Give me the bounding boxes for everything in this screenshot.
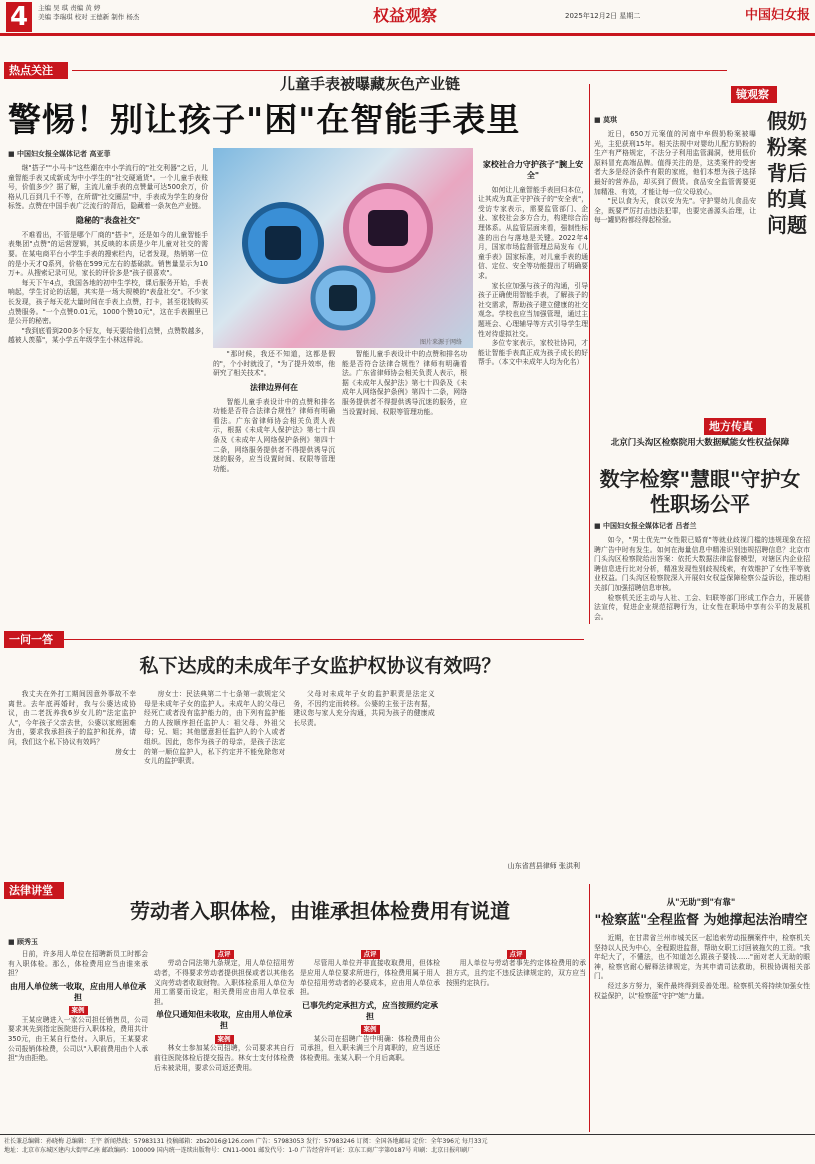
- paragraph: 日前，许多用人单位在招聘新员工时都会有入职体检。那么，体检费用应当由谁来承担？: [8, 950, 148, 978]
- feature-col-4: [478, 160, 588, 628]
- photo-caption: 图片来源于网络: [420, 339, 463, 346]
- paragraph: "我到底看到200多个好友，每天要给他们点赞，点赞数越多，越被人羡慕"，某小学五年级学生小林这样说。: [8, 326, 208, 345]
- paragraph: 多位专家表示，家校社协同，才能让智能手表真正成为孩子成长的好帮手。（本文中未成年人均为化名）: [478, 339, 588, 367]
- law-col-2: [154, 950, 294, 1130]
- paragraph: 王某应聘进入一家公司担任销售员，公司要求其先到指定医院进行入职体检，费用共计350元，由王某自行垫付。入职后，王某要求公司报销体检费，公司以"入职前费用由个人承担"为由拒绝。: [8, 1015, 148, 1063]
- review-badge: 点评: [507, 950, 526, 959]
- feature-col-1: [8, 164, 208, 628]
- feature-headline: 警惕！别让孩子"困"在智能手表里: [8, 100, 521, 139]
- header-rule: [0, 33, 815, 36]
- law-col-1: [8, 950, 148, 1130]
- paragraph: 父母对未成年子女的监护职责是法定义务，不因约定而转移。公婆的主张于法有据，建议您与家人充分沟通，共同为孩子的健康成长尽责。: [293, 690, 435, 727]
- editor-line-2: 美编 李瑞琪 校对 王德新 制作 杨杰: [38, 13, 140, 21]
- paragraph: 某公司在招聘广告中明确：体检费用由公司承担，但入职未满三个月离职的，应当返还体检费用。张某入职一个月后离职。: [300, 1034, 440, 1063]
- watch-illustration: [213, 148, 473, 348]
- ask-author: 山东省莒县律师 张洪利: [507, 862, 580, 870]
- mirror-title: 假奶粉案背后的真问题: [767, 109, 807, 237]
- paragraph: 每天下午4点，我国各地的初中生学校，课后服务开始，手表响起，学生讨论的话题，其实是一场大规模的"表盘社交"。不少家长发现，孩子每天花大量时间在手表上点赞，打卡，甚至花钱购买点赞服务。"一个点赞0.01元，1000个赞10元"，这在手表圈里已是公开的秘密。: [8, 278, 208, 326]
- feature-byline: ■ 中国妇女报全媒体记者 高亚菲: [8, 150, 111, 158]
- mirror-body: [594, 130, 756, 410]
- signature: 房女士: [115, 747, 136, 756]
- story-body: [594, 934, 810, 1130]
- paragraph: 家长应加强与孩子的沟通，引导孩子正确使用智能手表，了解孩子的社交需求，帮助孩子建立健康的社交观念。学校也应当加强管理，通过主题班会、心理辅导等方式引导学生理性对待虚拟社交。: [478, 281, 588, 338]
- section-heading: 家校社合力守护孩子"腕上安全": [482, 160, 584, 180]
- local-headline: 数字检察"慧眼"守护女性职场公平: [599, 467, 801, 516]
- divider: [72, 70, 727, 71]
- paragraph: 如今，"男士优先""女性限已婚育"等就业歧视门槛的违规现象在招聘广告中时有发生。如何在海量信息中精准识别违规招聘信息？北京市门头沟区检察院给出答案：依托大数据法律监督模型，对辖区内企业招聘信息进行比对分析，精准发现性别歧视线索，有效维护了女性平等就业权益。门头沟区检察院深入开展妇女权益保障检察公益诉讼，推动相关部门加强招聘信息审核。: [594, 536, 810, 592]
- column-divider: [589, 884, 590, 1132]
- ask-answer: [144, 690, 584, 862]
- newspaper-brand: 中国妇女报: [744, 8, 810, 23]
- smartwatch-photo: [213, 148, 473, 348]
- section-heading: 法律边界何在: [250, 382, 298, 392]
- column-divider: [589, 84, 590, 624]
- editor-credits: [38, 4, 198, 22]
- paragraph: 劳动合同法第九条规定，用人单位招用劳动者，不得要求劳动者提供担保或者以其他名义向劳动者收取财物。入职体检系用人单位为用工需要而设定，相关费用应由用人单位承担。: [154, 959, 294, 1006]
- paragraph: 用人单位与劳动者事先约定体检费用的承担方式，且约定不违反法律规定的，双方应当按照约定执行。: [446, 959, 586, 987]
- divider: [64, 639, 584, 640]
- column-tag-hot: 热点关注: [4, 62, 68, 79]
- paragraph: 智能儿童手表设计中的点赞和排名功能是否符合法律合规性？律师有明确看法。广东省律师协会相关负责人表示，根据《未成年人保护法》第七十四条及《未成年人网络保护条例》第四十二条，网络服务提供者不得提供诱导沉迷的服务，应当设置时间、权限等管理功能。: [213, 397, 335, 473]
- mirror-byline: ■ 莫琪: [594, 116, 618, 124]
- feature-col-3: [342, 350, 467, 628]
- column-tag-mirror: 镜观察: [731, 86, 777, 103]
- review-badge: 点评: [361, 950, 380, 959]
- footer: [4, 1137, 812, 1155]
- paragraph: 经过多方努力，案件最终得到妥善处理。检察机关将持续加强女性权益保护，以"检察蓝"守护"她"力量。: [594, 981, 810, 1000]
- law-col-4: [446, 950, 586, 1130]
- section-heading: 已事先约定承担方式，应当按照约定承担: [302, 1000, 438, 1021]
- paragraph: 如何让儿童智能手表回归本位，让其成为真正守护孩子的"安全表"，受访专家表示，需要监管部门、企业、家校社会多方合力，构建综合治理体系。从监管层面来看，强制性标准的出台与落地是关键。2022年4月，国家市场监督管理总局发布《儿童手表》国家标准，对儿童手表的通信、定位、安全等功能提出了明确要求。: [478, 185, 588, 280]
- footer-line-2: 地址：北京市东城区建内大街甲乙座 邮政编码：100009 国内统一连续出版物号：CN11-0001 邮发代号：1-0 广告经营许可证：京东工商广字第0187号 印刷：北京日报印刷厂: [4, 1147, 474, 1154]
- paragraph: 近期，在甘肃省兰州市城关区一起追索劳动报酬案件中，检察机关坚持以人民为中心，全程跟进监督，帮助女职工讨回被拖欠的工资。"我年纪大了，不懂法，也不知道怎么跟孩子要钱……"面对老人无助的眼神，检察官耐心解释法律规定，为其申请司法救助，积极协调相关部门。: [594, 934, 810, 981]
- case-badge: 案例: [361, 1025, 380, 1034]
- footer-rule: [0, 1134, 815, 1135]
- paragraph: 不难看出，不管是哪个厂商的"搭卡"，还是如今的儿童智能手表集团"点赞"的运营逻辑，其反映的本质是少年儿童对社交的需要。在某电商平台小学生手表的搜索栏内，记者发现，热销第一位的是小天才Q系列，价格在599元左右的基础款。销售量显示为10万+。从搜索记录可见，家长的评价多是"孩子很喜欢"。: [8, 230, 208, 278]
- column-tag-law: 法律讲堂: [4, 882, 64, 899]
- feature-kicker: 儿童手表被曝藏灰色产业链: [279, 75, 460, 93]
- column-tag-ask: 一问一答: [4, 631, 64, 648]
- footer-line-1: 社长兼总编辑：孙晓梅 总编辑：王宇 新闻热线：57983131 投稿邮箱：zbs2016@126.com 广告：57983053 发行：57983246 订阅：全国各地邮局 定价：全年396元 每月33元: [4, 1138, 488, 1145]
- local-subtitle: 北京门头沟区检察院用大数据赋能女性权益保障: [610, 438, 790, 448]
- issue-date: 2025年12月2日 星期二: [565, 12, 641, 20]
- story-subtitle: 从"无助"到"有靠": [666, 898, 736, 908]
- column-tag-local: 地方传真: [704, 418, 766, 435]
- paragraph: 尽管用人单位并非直接收取费用，但体检是应用人单位要求所进行，体检费用属于用人单位招用劳动者的必要成本，应由用人单位承担。: [300, 959, 440, 997]
- page-number: 4: [6, 2, 32, 32]
- paragraph: 我丈夫在外打工期间因意外事故不幸离世。去年底再婚时，我与公婆达成协议，由二老抚养我6岁女儿的"法定监护人"，今年孩子父亲去世，公婆以家庭困难为由，要求我承担孩子的监护和抚养，请问，我们这个私下协议有效吗？: [8, 690, 136, 746]
- local-body: [594, 536, 810, 876]
- section-heading: 隐秘的"表盘社交": [75, 215, 141, 225]
- editor-line-1: 主编 吴 琪 责编 黄 婷: [38, 4, 101, 12]
- law-headline: 劳动者入职体检，由谁承担体检费用有说道: [130, 899, 510, 923]
- paragraph: 近日，650万元案值的河南中牟假奶粉案被曝光，主犯获刑15年。相关法规中对婴幼儿配方奶粉的生产有严格规定，不法分子利用监管漏洞，使用低价原料冒充高端品牌。值得关注的是，这类案件的受害者大多是经济条件有限的家庭，他们本想为孩子选择最好的营养品，却买到了假货。食品安全监管需要更加精准、有效，才能让每一位父母放心。: [594, 130, 756, 196]
- case-badge: 案例: [69, 1006, 88, 1015]
- law-col-3: [300, 950, 440, 1130]
- story-headline: "检察蓝"全程监督 为她撑起法治晴空: [594, 913, 808, 928]
- review-badge: 点评: [215, 950, 234, 959]
- paragraph: 检察机关还主动与人社、工会、妇联等部门形成工作合力，开展普法宣传，促进企业规范招聘行为，让女性在职场中享有公平的发展机会。: [594, 593, 810, 621]
- section-heading: 单位只通知但未收取，应由用人单位承担: [156, 1010, 292, 1031]
- paragraph: 继"搭子""小马卡"这些潮在中小学流行的"社交利器"之后，儿童智能手表又成新成为中小学生的"社交硬通货"。一个儿童手表账号，价值多少？据了解，主流儿童手表的点赞量可达500余万，价格从几百到几千不等，在所谓"社交圈层"中，手表成为学生的身份标签。点赞在中国手表广泛流行的背后，隐藏着一条灰色产业链。: [8, 164, 208, 211]
- paragraph: "那时候，我还不知道，这都是假的"，个小时就没了，"为了提升效率，他研究了相关技术"。: [213, 350, 335, 378]
- law-byline: ■ 顾秀玉: [8, 938, 39, 946]
- paragraph: 智能儿童手表设计中的点赞和排名功能是否符合法律合规性？律师有明确看法。广东省律师协会相关负责人表示，根据《未成年人保护法》第七十四条及《未成年人网络保护条例》第四十二条，网络服务提供者不得提供诱导沉迷的服务，应当设置时间、权限等管理功能。: [342, 350, 467, 416]
- local-byline: ■ 中国妇女报全媒体记者 吕者兰: [594, 522, 697, 530]
- case-badge: 案例: [215, 1035, 234, 1044]
- paragraph: 房女士：民法典第二十七条第一款规定父母是未成年子女的监护人。未成年人的父母已经死亡或者没有监护能力的，由下列有监护能力的人按顺序担任监护人：祖父母、外祖父母；兄、姐；其他愿意担任监护人的个人或者组织。因此，您作为孩子的母亲，是孩子法定的第一顺位监护人，私下约定并不能免除您对女儿的监护职责。: [144, 690, 286, 766]
- paragraph: 林女士参加某公司招聘，公司要求其自行前往医院体检后提交报告。林女士支付体检费后未被录用，要求公司返还费用。: [154, 1044, 294, 1072]
- ask-headline: 私下达成的未成年子女监护权协议有效吗？: [139, 655, 501, 677]
- ask-question: [8, 690, 136, 870]
- paragraph: "民以食为天，食以安为先"。守护婴幼儿食品安全，既要严厉打击违法犯罪，也要完善源头治理，让每一罐奶粉都经得起检验。: [594, 197, 756, 225]
- section-title: 权益观察: [372, 6, 437, 25]
- section-heading: 由用人单位统一收取，应由用人单位承担: [10, 981, 146, 1002]
- feature-col-2: [213, 350, 335, 628]
